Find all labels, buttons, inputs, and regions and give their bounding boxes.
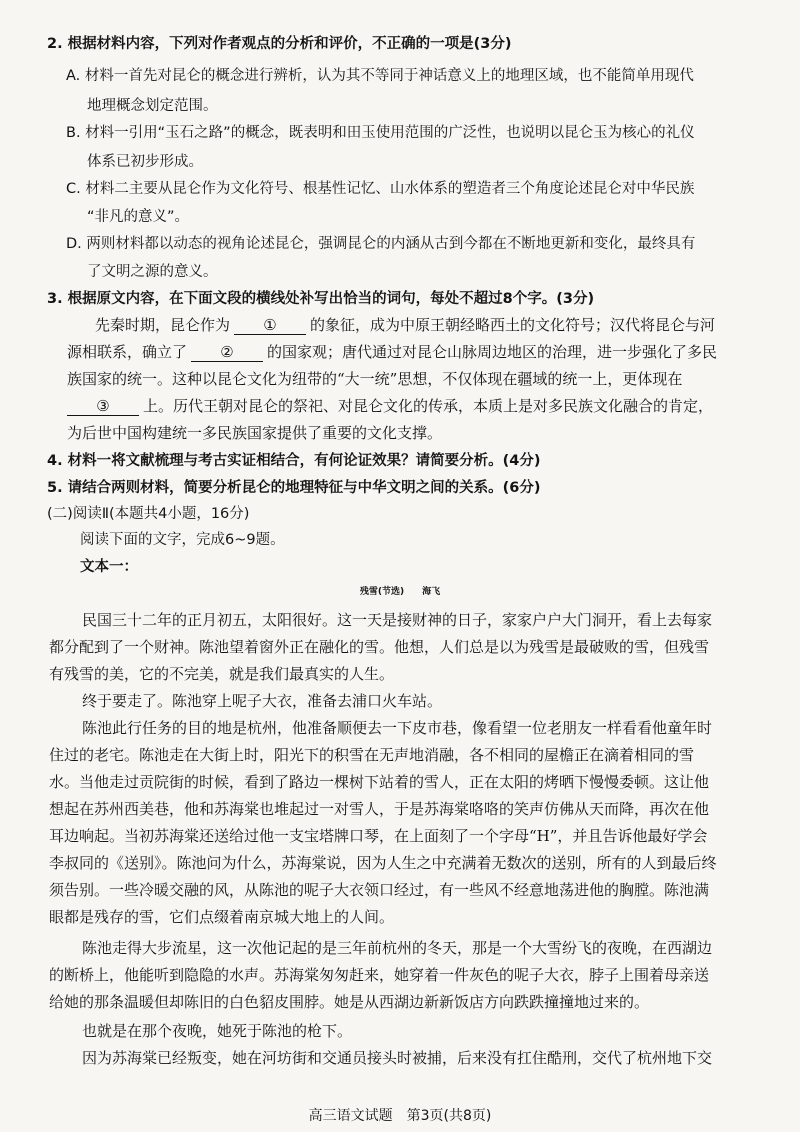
story-line: 耳边响起。当初苏海棠还送给过他一支宝塔牌口琴，在上面刻了一个字母“H”，并且告诉他最好学会 <box>49 827 708 845</box>
story-line: 水。当他走过贡院街的时候，看到了路边一棵树下站着的雪人，正在太阳的烤晒下慢慢委顿。这让他 <box>49 773 710 791</box>
page-footer: 高三语文试题 第3页(共8页) <box>308 1108 492 1124</box>
story-title: 残雪(节选) 海飞 <box>359 587 441 597</box>
q2-option-a-cont: 地理概念划定范围。 <box>87 98 218 114</box>
q2-option-b: B. 材料一引用“玉石之路”的概念，既表明和田玉使用范围的广泛性，也说明以昆仑玉为核心的礼仪 <box>66 125 695 141</box>
q2-option-c: C. 材料二主要从昆仑作为文化符号、根基性记忆、山水体系的塑造者三个角度论述昆仑对中华民族 <box>66 181 695 197</box>
story-line: 给她的那条温暖但却陈旧的白色貂皮围脖。她是从西湖边新新饭店方向跌跌撞撞地过来的。 <box>49 993 650 1011</box>
q2-stem: 2. 根据材料内容，下列对作者观点的分析和评价，不正确的一项是(3分) <box>47 36 512 52</box>
q3-text: 的国家观；唐代通过对昆仑山脉周边地区的治理，进一步强化了多民 <box>267 343 718 361</box>
story-line: 民国三十二年的正月初五，太阳很好。这一天是接财神的日子，家家户户大门洞开，看上去每家 <box>82 611 713 629</box>
q3-text: 源相联系，确立了 <box>67 343 188 361</box>
q3-passage-line-4 <box>67 396 713 416</box>
q3-passage-line-1 <box>95 315 715 335</box>
story-line: 的断桥上，他能听到隐隐的水声。苏海棠匆匆赶来，她穿着一件灰色的呢子大衣，脖子上围着母亲送 <box>49 966 710 984</box>
q3-blank-2[interactable]: ② <box>191 343 263 362</box>
q3-stem: 3. 根据原文内容，在下面文段的横线处补写出恰当的词句，每处不超过8个字。(3分) <box>47 291 595 307</box>
q3-passage-line-5: 为后世中国构建统一多民族国家提供了重要的文化支撑。 <box>67 424 443 442</box>
q5-stem: 5. 请结合两则材料，简要分析昆仑的地理特征与中华文明之间的关系。(6分) <box>47 480 541 496</box>
q3-text: 上。历代王朝对昆仑的祭祀、对昆仑文化的传承，本质上是对多民族文化融合的肯定， <box>143 397 714 415</box>
q4-stem: 4. 材料一将文献梳理与考古实证相结合，有何论证效果？请简要分析。(4分) <box>47 453 541 469</box>
q2-option-b-cont: 体系已初步形成。 <box>87 154 203 170</box>
story-line: 终于要走了。陈池穿上呢子大衣，准备去浦口火车站。 <box>82 692 443 710</box>
q2-option-c-cont: “非凡的意义”。 <box>87 209 190 225</box>
q3-text: 先秦时期，昆仑作为 <box>95 316 231 334</box>
story-line: 想起在苏州西美巷，他和苏海棠也堆起过一对雪人，于是苏海棠咯咯的笑声仿佛从天而降，再次在他 <box>49 800 710 818</box>
q2-option-d-cont: 了文明之源的意义。 <box>87 264 218 280</box>
story-line: 都分配到了一个财神。陈池望着窗外正在融化的雪。他想，人们总是以为残雪是最破败的雪，但残雪 <box>49 638 710 656</box>
q3-blank-3[interactable]: ③ <box>67 397 139 416</box>
story-line: 有残雪的美，它的不完美，就是我们最真实的人生。 <box>49 665 395 683</box>
story-line: 也就是在那个夜晚，她死于陈池的枪下。 <box>82 1022 353 1040</box>
story-line: 陈池此行任务的目的地是杭州，他准备顺便去一下皮市巷，像看望一位老朋友一样看看他童年时 <box>82 719 713 737</box>
q2-option-a: A. 材料一首先对昆仑的概念进行辨析，认为其不等同于神话意义上的地理区域，也不能简单用现代 <box>66 68 694 84</box>
q3-blank-1[interactable]: ① <box>234 316 306 335</box>
story-line: 陈池走得大步流星，这一次他记起的是三年前杭州的冬天，那是一个大雪纷飞的夜晚，在西湖边 <box>82 939 713 957</box>
section-heading: (二)阅读Ⅱ(本题共4小题，16分) <box>47 506 250 522</box>
q3-passage-line-2 <box>67 342 717 362</box>
q3-passage-line-3: 族国家的统一。这种以昆仑文化为纽带的“大一统”思想，不仅体现在疆域的统一上，更体现在 <box>67 370 683 388</box>
q2-option-d: D. 两则材料都以动态的视角论述昆仑，强调昆仑的内涵从古到今都在不断地更新和变化，最终具有 <box>66 236 696 252</box>
story-line: 须告别。一些冷暖交融的风，从陈池的呢子大衣领口经过，有一些风不经意地荡进他的胸膛。陈池满 <box>49 881 710 899</box>
story-line: 眼都是残存的雪，它们点缀着南京城大地上的人间。 <box>49 908 395 926</box>
q3-text: 的象征，成为中原王朝经略西土的文化符号；汉代将昆仑与河 <box>310 316 716 334</box>
story-line: 住过的老宅。陈池走在大街上时，阳光下的积雪在无声地消融，各不相同的屋檐正在滴着相同的雪 <box>49 746 695 764</box>
text-label: 文本一： <box>80 559 138 575</box>
story-line: 李叔同的《送别》。陈池问为什么，苏海棠说，因为人生之中充满着无数次的送别，所有的人到最后终 <box>49 854 717 872</box>
reading-instruction: 阅读下面的文字，完成6~9题。 <box>80 532 285 548</box>
story-line: 因为苏海棠已经叛变，她在河坊街和交通员接头时被捕，后来没有扛住酷刑，交代了杭州地下交 <box>82 1049 713 1067</box>
